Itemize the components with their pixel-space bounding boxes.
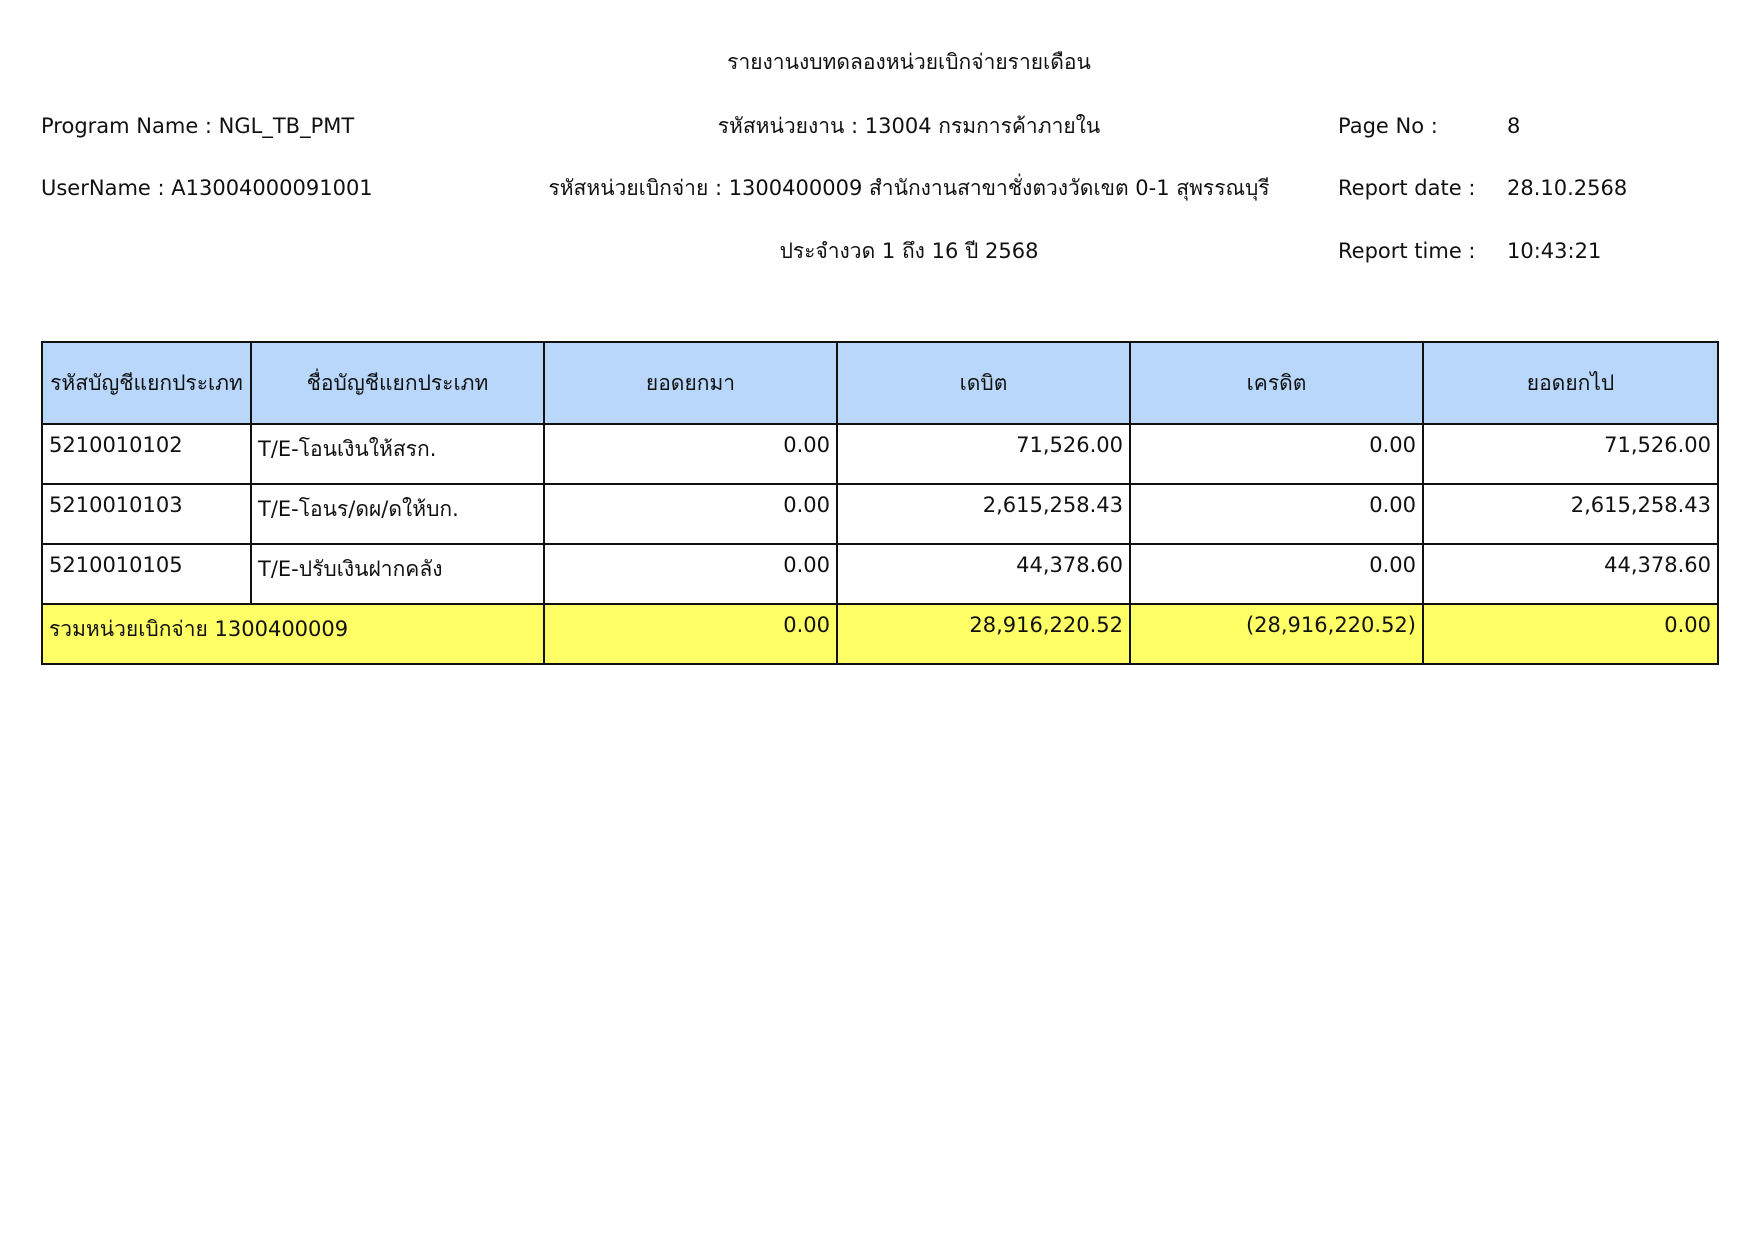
carried-forward: 2,615,258.43 [1423, 484, 1718, 544]
trial-balance-table [41, 341, 1719, 665]
header-brought-forward: ยอดยกมา [544, 342, 837, 424]
account-name: T/E-โอนเงินให้สรก. [251, 424, 544, 484]
debit: 2,615,258.43 [837, 484, 1130, 544]
report-date-value: 28.10.2568 [1507, 176, 1628, 200]
report-title: รายงานงบทดลองหน่วยเบิกจ่ายรายเดือน [727, 50, 1091, 74]
account-code: 5210010103 [42, 484, 251, 544]
credit: 0.00 [1130, 544, 1423, 604]
report-date-label: Report date : [1338, 176, 1476, 200]
table-row [42, 544, 1718, 604]
report-time-value: 10:43:21 [1507, 239, 1602, 263]
page-no-label: Page No : [1338, 114, 1438, 138]
credit: 0.00 [1130, 424, 1423, 484]
total-label: รวมหน่วยเบิกจ่าย 1300400009 [42, 604, 544, 664]
total-debit: 28,916,220.52 [837, 604, 1130, 664]
carried-forward: 44,378.60 [1423, 544, 1718, 604]
total-carried-forward: 0.00 [1423, 604, 1718, 664]
total-row [42, 604, 1718, 664]
credit: 0.00 [1130, 484, 1423, 544]
disbursing-unit: รหัสหน่วยเบิกจ่าย : 1300400009 สำนักงานสาขาชั่งตวงวัดเขต 0-1 สุพรรณบุรี [548, 176, 1270, 200]
debit: 71,526.00 [837, 424, 1130, 484]
debit: 44,378.60 [837, 544, 1130, 604]
agency-code: รหัสหน่วยงาน : 13004 กรมการค้าภายใน [717, 114, 1101, 138]
account-code: 5210010102 [42, 424, 251, 484]
header-debit: เดบิต [837, 342, 1130, 424]
header-account-name: ชื่อบัญชีแยกประเภท [251, 342, 544, 424]
header-credit: เครดิต [1130, 342, 1423, 424]
brought-forward: 0.00 [544, 424, 837, 484]
table-header-row [42, 342, 1718, 424]
brought-forward: 0.00 [544, 484, 837, 544]
carried-forward: 71,526.00 [1423, 424, 1718, 484]
report-time-label: Report time : [1338, 239, 1476, 263]
brought-forward: 0.00 [544, 544, 837, 604]
username: UserName : A13004000091001 [41, 176, 373, 200]
account-code: 5210010105 [42, 544, 251, 604]
total-credit: (28,916,220.52) [1130, 604, 1423, 664]
header-account-code: รหัสบัญชีแยกประเภท [42, 342, 251, 424]
account-name: T/E-ปรับเงินฝากคลัง [251, 544, 544, 604]
header-carried-forward: ยอดยกไป [1423, 342, 1718, 424]
table-row [42, 484, 1718, 544]
total-brought-forward: 0.00 [544, 604, 837, 664]
program-name: Program Name : NGL_TB_PMT [41, 114, 355, 138]
report-period: ประจำงวด 1 ถึง 16 ปี 2568 [779, 239, 1039, 263]
table-row [42, 424, 1718, 484]
account-name: T/E-โอนร/ดผ/ดให้บก. [251, 484, 544, 544]
page-no-value: 8 [1507, 114, 1521, 138]
